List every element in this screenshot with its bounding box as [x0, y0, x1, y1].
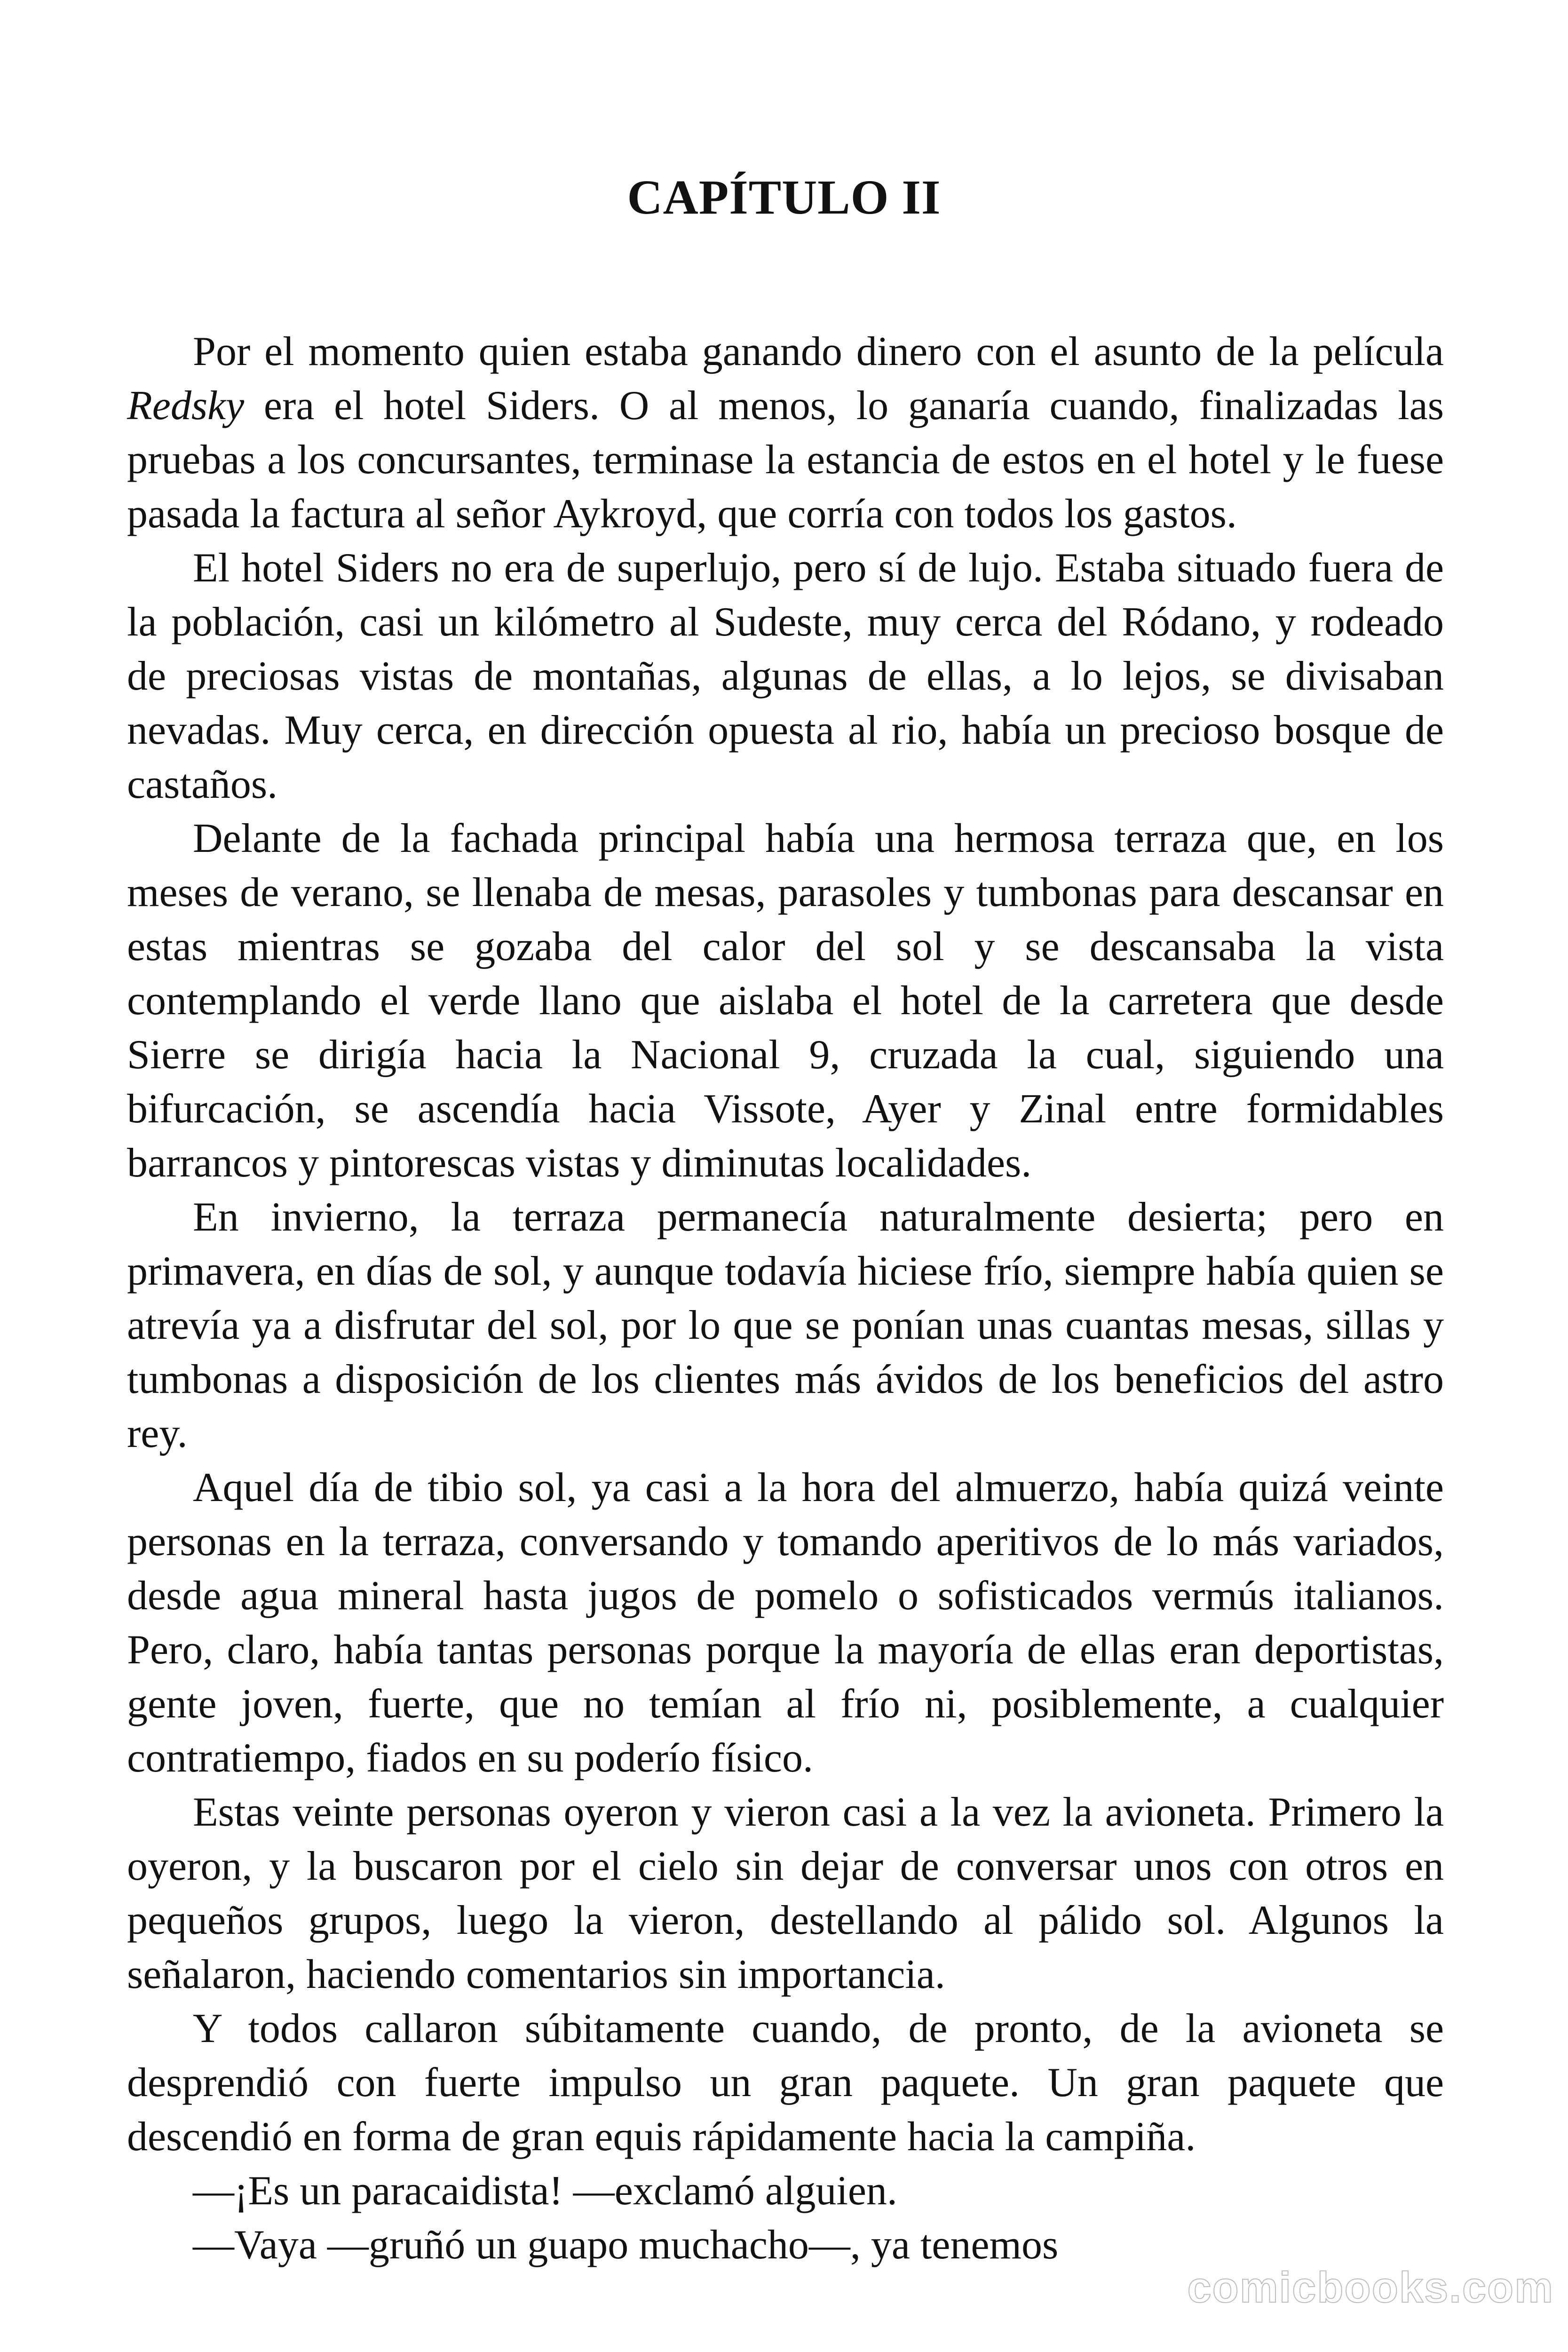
- paragraph: Aquel día de tibio sol, ya casi a la hora del almuerzo, había quizá veinte personas en la terraza, conversando y tomando aperitivos de lo más variados, desde agua mineral hasta jugos de pomelo o sofisticados vermús italianos. Pero, claro, había tantas personas porque la mayoría de ellas eran deportistas, gente joven, fuerte, que no temían al frío ni, posiblemente, a cualquier contratiempo, fiados en su poderío físico.: [127, 1465, 1444, 1781]
- film-title: Redsky: [127, 383, 245, 429]
- paragraph: Delante de la fachada principal había una hermosa terraza que, en los meses de verano, se llenaba de mesas, parasoles y tumbonas para descansar en estas mientras se gozaba del calor del sol y se descansaba la vista contemplando el verde llano que aislaba el hotel de la carretera que desde Sierre se dirigía hacia la Nacional 9, cruzada la cual, siguiendo una bifurcación, se ascendía hacia Vissote, Ayer y Zinal entre formidables barrancos y pintorescas vistas y diminutas localidades.: [127, 816, 1444, 1186]
- chapter-title: CAPÍTULO II: [627, 170, 941, 224]
- paragraph: El hotel Siders no era de superlujo, pero sí de lujo. Estaba situado fuera de la población, casi un kilómetro al Sudeste, muy cerca del Ródano, y rodeado de preciosas vistas de montañas, algunas de ellas, a lo lejos, se divisaban nevadas. Muy cerca, en dirección opuesta al rio, había un precioso bosque de castaños.: [127, 545, 1444, 807]
- dialogue-line: —¡Es un paracaidista! —exclamó alguien.: [193, 2168, 897, 2214]
- dialogue-line: —Vaya —gruñó un guapo muchacho—, ya tenemos: [193, 2222, 1059, 2268]
- paragraph: Y todos callaron súbitamente cuando, de pronto, de la avioneta se desprendió con fuerte impulso un gran paquete. Un gran paquete que descendió en forma de gran equis rápidamente hacia la campiña.: [127, 2006, 1444, 2160]
- watermark: comicbooks.com: [1187, 2264, 1554, 2312]
- paragraph: Estas veinte personas oyeron y vieron casi a la vez la avioneta. Primero la oyeron, y la buscaron por el cielo sin dejar de conversar unos con otros en pequeños grupos, luego la vieron, destellando al pálido sol. Algunos la señalaron, haciendo comentarios sin importancia.: [127, 1789, 1444, 1997]
- paragraph: [127, 325, 1444, 541]
- chapter-body: [127, 325, 1444, 2272]
- paragraph: En invierno, la terraza permanecía naturalmente desierta; pero en primavera, en días de sol, y aunque todavía hiciese frío, siempre había quien se atrevía ya a disfrutar del sol, por lo que se ponían unas cuantas mesas, sillas y tumbonas a disposición de los clientes más ávidos de los beneficios del astro rey.: [127, 1194, 1444, 1456]
- paragraph-text: era el hotel Siders. O al menos, lo ganaría cuando, finalizadas las pruebas a los concursantes, terminase la estancia de estos en el hotel y le fuese pasada la factura al señor Aykroyd, que corría con todos los gastos.: [127, 383, 1444, 537]
- paragraph-text: Por el momento quien estaba ganando dinero con el asunto de la película: [193, 329, 1444, 374]
